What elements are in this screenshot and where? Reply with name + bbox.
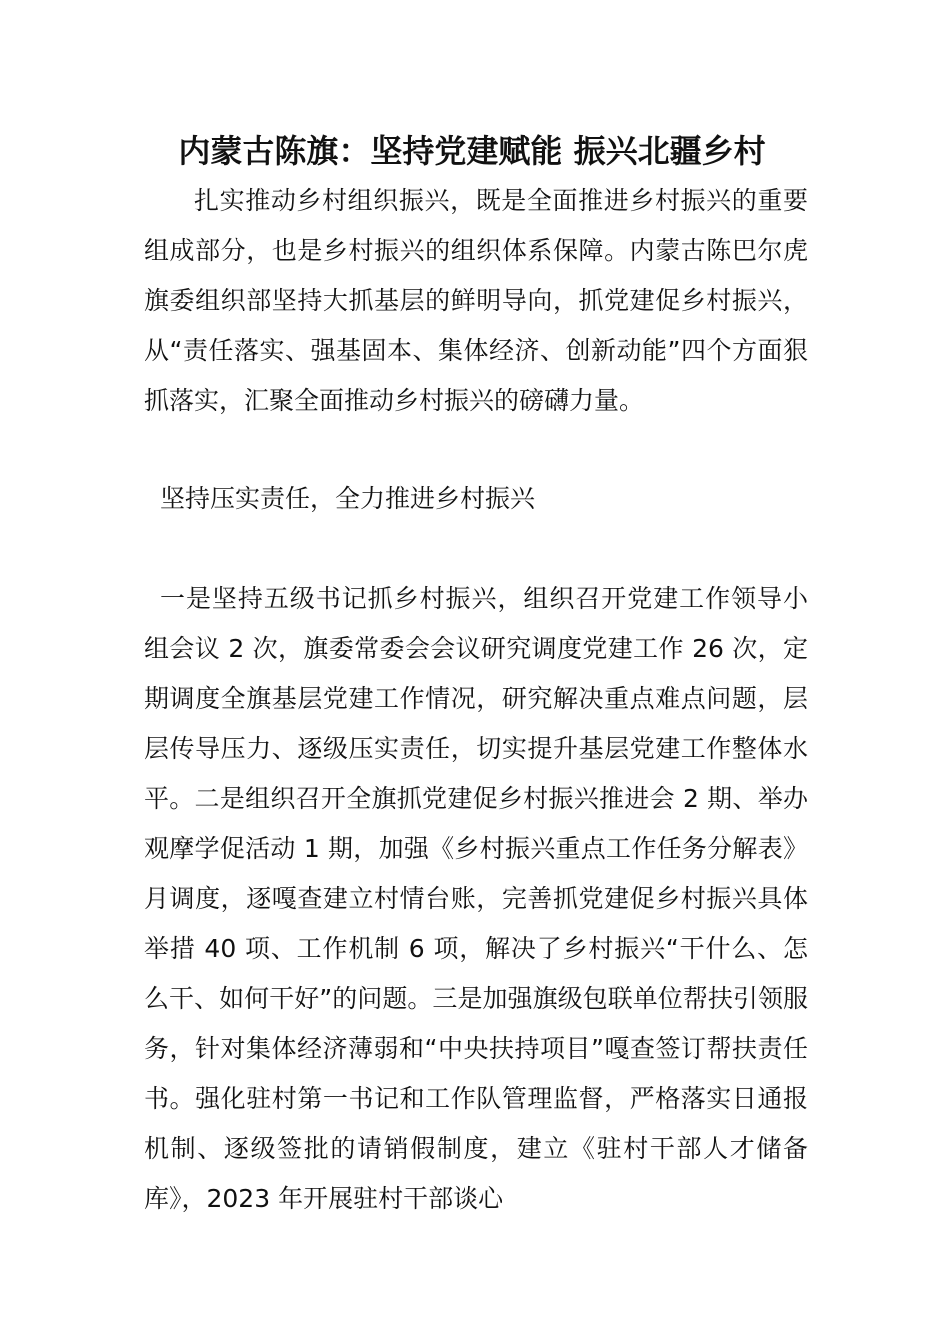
intro-paragraph: 扎实推动乡村组织振兴，既是全面推进乡村振兴的重要组成部分，也是乡村振兴的组织体系保障。内蒙古陈巴尔虎旗委组织部坚持大抓基层的鲜明导向，抓党建促乡村振兴，从“责任落实、强基固本、集体经济、创新动能”四个方面狠抓落实，汇聚全面推动乡村振兴的磅礴力量。 [144,186,808,415]
document-title: 内蒙古陈旗：坚持党建赋能 振兴北疆乡村 [178,132,766,170]
document-page [144,126,808,1224]
section-body-paragraph: 一是坚持五级书记抓乡村振兴，组织召开党建工作领导小组会议 2 次，旗委常委会会议研究调度党建工作 26 次，定期调度全旗基层党建工作情况，研究解决重点难点问题，层层传导压力、逐级压实责任，切实提升基层党建工作整体水平。二是组织召开全旗抓党建促乡村振兴推进会 2 期、举办观摩学促活动 1 期，加强《乡村振兴重点工作任务分解表》月调度，逐嘎查建立村情台账，完善抓党建促乡村振兴具体举措 40 项、工作机制 6 项，解决了乡村振兴“干什么、怎么干、如何干好”的问题。三是加强旗级包联单位帮扶引领服务，针对集体经济薄弱和“中央扶持项目”嘎查签订帮扶责任书。强化驻村第一书记和工作队管理监督，严格落实日通报机制、逐级签批的请销假制度，建立《驻村干部人才储备库》，2023 年开展驻村干部谈心 [144,584,808,1213]
section-heading: 坚持压实责任，全力推进乡村振兴 [160,484,536,513]
